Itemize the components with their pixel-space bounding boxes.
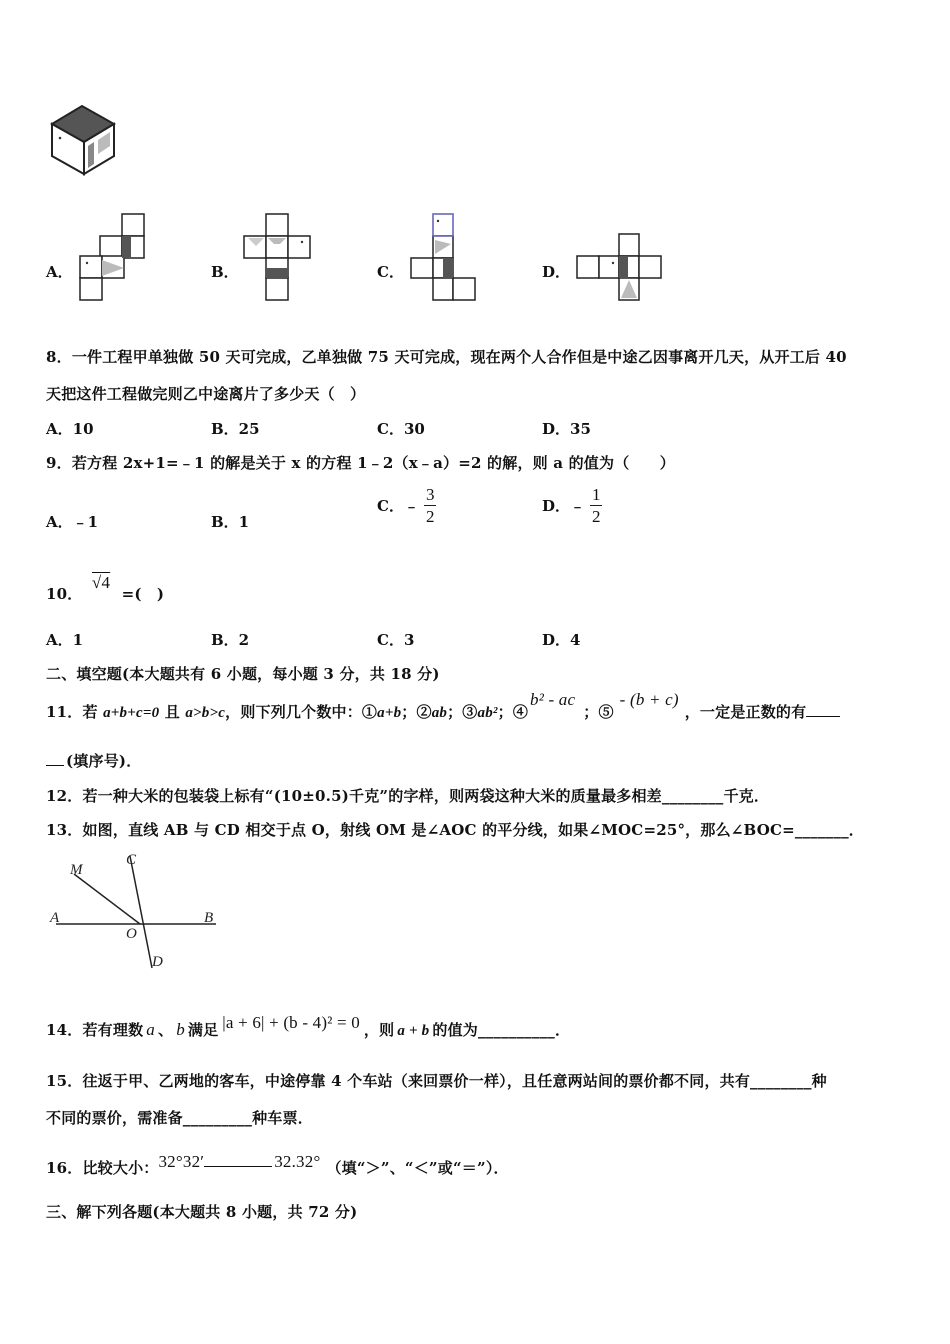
q7-net-a bbox=[80, 214, 150, 300]
q11-expr-1: a+b bbox=[377, 705, 402, 721]
q15-stem-line2: 不同的票价，需准备_________种车票． bbox=[46, 1109, 313, 1127]
q9-option-c-numerator: 3 bbox=[425, 485, 435, 504]
q10-stem bbox=[46, 572, 165, 603]
q7-option-d-label: D． bbox=[542, 263, 571, 281]
q8-option-c: C．30 bbox=[377, 420, 425, 438]
q11-stem-line1 bbox=[46, 689, 904, 721]
q14-text-4: 的值为__________． bbox=[432, 1021, 571, 1039]
q9-option-d-numerator: 1 bbox=[592, 485, 601, 504]
q9-stem: 9．若方程 2x+1=﹣1 的解是关于 x 的方程 1﹣2（x﹣a）=2 的解，则 a 的值为（ ） bbox=[46, 454, 676, 472]
q14-expression: |a + 6| + (b - 4)² = 0 bbox=[222, 1013, 360, 1032]
q14-var-b: b bbox=[176, 1020, 185, 1039]
q11-inequality: a>b>c bbox=[185, 705, 226, 721]
q10-option-c: C．3 bbox=[377, 631, 415, 649]
q7-option-a-label: A． bbox=[46, 263, 73, 281]
q14-sep: 、 bbox=[157, 1021, 174, 1039]
q14-var-a: a bbox=[146, 1020, 155, 1039]
q9-option-d-fraction bbox=[590, 486, 602, 525]
q13-stem: 13．如图，直线 AB 与 CD 相交于点 O，射线 OM 是∠AOC 的平分线，如果∠MOC=25°，那么∠BOC=_______． bbox=[46, 821, 864, 839]
q10-suffix: =( ) bbox=[121, 585, 165, 603]
q8-option-d: D．35 bbox=[542, 420, 591, 438]
q9-option-c bbox=[377, 486, 436, 525]
q11-text-7: ；⑤ bbox=[583, 703, 614, 721]
q8-stem-line2: 天把这件工程做完则乙中途离片了多少天（ ） bbox=[46, 385, 366, 403]
q8-stem-line1: 8．一件工程甲单独做 50 天可完成，乙单独做 75 天可完成，现在两个人合作但是中途乙因事离开几天，从开工后 40 bbox=[46, 348, 847, 366]
q8-option-a: A．10 bbox=[46, 420, 94, 438]
q14-text-1: 14．若有理数 bbox=[46, 1021, 144, 1039]
q13-label-o: O bbox=[126, 926, 137, 942]
q9-option-a: A．﹣1 bbox=[46, 513, 99, 531]
q14-text-3: ，则 bbox=[363, 1021, 395, 1039]
q9-option-c-prefix: C．﹣ bbox=[377, 497, 419, 515]
q9-option-c-fraction bbox=[424, 486, 436, 525]
q11-text-2: 且 bbox=[159, 703, 186, 721]
q10-radical: √4 bbox=[91, 573, 111, 592]
q7-option-c-label: C． bbox=[377, 263, 404, 281]
q13-label-a: A bbox=[50, 910, 60, 926]
q10-prefix: 10． bbox=[46, 585, 83, 603]
q11-text-1: 11．若 bbox=[46, 703, 104, 721]
q14-stem bbox=[46, 1012, 571, 1039]
section-3-heading: 三、解下列各题(本大题共 8 小题，共 72 分) bbox=[46, 1203, 358, 1221]
q11-expr-5: - (b + c) bbox=[619, 690, 679, 709]
q11-fill-note: (填序号)． bbox=[66, 752, 142, 770]
q9-option-c-denominator: 2 bbox=[425, 507, 435, 526]
q13-label-b: B bbox=[204, 910, 214, 926]
q11-expr-3: ab² bbox=[477, 705, 498, 721]
q7-net-d bbox=[577, 234, 663, 300]
q13-label-m: M bbox=[70, 862, 83, 878]
q10-option-d: D．4 bbox=[542, 631, 581, 649]
cube-figure bbox=[48, 102, 118, 176]
q10-option-b: B．2 bbox=[211, 631, 250, 649]
q11-text-6: ；④ bbox=[497, 703, 529, 721]
q16-stem bbox=[46, 1148, 509, 1177]
q9-option-d bbox=[542, 486, 602, 525]
q7-net-b bbox=[244, 214, 312, 300]
q8-option-b: B．25 bbox=[211, 420, 260, 438]
q13-label-c: C bbox=[126, 852, 137, 868]
q11-stem-line2 bbox=[46, 750, 141, 771]
q11-expr-2: ab bbox=[431, 705, 448, 721]
q16-text-1: 16．比较大小： bbox=[46, 1159, 159, 1177]
q16-left-value: 32°32′ bbox=[158, 1152, 205, 1171]
q7-net-c bbox=[411, 214, 477, 300]
q16-text-2: （填“＞”、“＜”或“＝”）． bbox=[326, 1159, 509, 1177]
q16-right-value: 32.32° bbox=[274, 1152, 321, 1171]
q10-option-a: A．1 bbox=[46, 631, 84, 649]
q11-text-8: ，一定是正数的有 bbox=[684, 703, 807, 721]
q7-option-b-label: B． bbox=[211, 263, 239, 281]
q13-label-d: D bbox=[152, 954, 163, 970]
q9-option-d-prefix: D．﹣ bbox=[542, 497, 586, 515]
q14-text-2: 满足 bbox=[187, 1021, 219, 1039]
q11-expr-4: b² - ac bbox=[530, 690, 576, 709]
q13-figure bbox=[46, 848, 226, 974]
section-2-heading: 二、填空题(本大题共有 6 小题，每小题 3 分，共 18 分) bbox=[46, 665, 440, 683]
q11-condition: a+b+c=0 bbox=[103, 705, 160, 721]
q14-sum: a + b bbox=[397, 1023, 430, 1039]
q11-text-5: ；③ bbox=[447, 703, 478, 721]
q12-stem: 12．若一种大米的包装袋上标有“(10±0.5)千克”的字样，则两袋这种大米的质量最多相差________千克． bbox=[46, 787, 770, 805]
q9-option-b: B．1 bbox=[211, 513, 250, 531]
q11-text-4: ；② bbox=[401, 703, 432, 721]
q9-option-d-denominator: 2 bbox=[592, 507, 601, 526]
q11-text-3: ，则下列几个数中：① bbox=[225, 703, 378, 721]
q15-stem-line1: 15．往返于甲、乙两地的客车，中途停靠 4 个车站（来回票价一样），且任意两站间的票价都不同，共有________种 bbox=[46, 1072, 827, 1090]
